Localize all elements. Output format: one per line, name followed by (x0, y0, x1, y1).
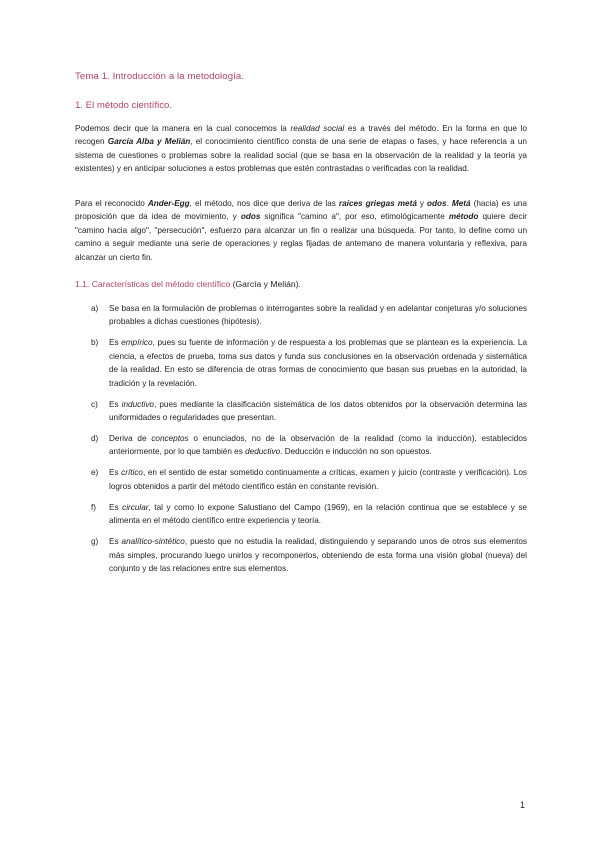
list-marker: f) (91, 502, 97, 512)
emphasis: Metá (451, 199, 471, 208)
emphasis: método (448, 212, 479, 222)
emphasis: circular (122, 502, 149, 512)
page-number: 1 (520, 800, 526, 810)
list-marker: e) (91, 468, 99, 478)
paragraph-method-intro: Podemos decir que la manera en la cual conocemos la realidad social es a través del método. En la forma en que lo recogen García Alba y Melián, el conocimiento científico consta de una serie de etapas o fases, y hace referencia a un sistema de cuestiones o problemas sobre la realidad social (que se basa en la observación de la realidad y la teoría ya existentes) y en anticipar soluciones a estos problemas que estén contrastadas o verificadas con la realidad. (75, 124, 528, 174)
list-item: a) Se basa en la formulación de problemas o interrogantes sobre la realidad y en adelantar conjeturas y/o soluciones probables a dichas cuestiones (hipótesis). (91, 304, 527, 327)
list-marker: b) (91, 338, 99, 348)
list-marker: d) (91, 434, 99, 444)
list-item: f) Es circular, tal y como lo expone Salustiano del Campo (1969), en la relación continua que se establece y se alimenta en el método científico entre experiencia y teoría. (91, 502, 527, 526)
emphasis: empírico (121, 338, 153, 348)
list-item: d) Deriva de conceptos o enunciados, no de la observación de la realidad (como la inducción), establecidos anteriormente, por lo que también es deductivo. Deducción e inducción no son opuestos. (91, 434, 527, 457)
subsection-heading: 1.1. Características del método científico (García y Melián). (75, 279, 301, 289)
list-item: b) Es empírico, pues su fuente de información y de respuesta a los problemas que se plantean es la experiencia. La ciencia, a efectos de prueba, toma sus datos y funda sus conclusiones en la observación ordenada y sistemática de la realidad. En esto se diferencia de otras formas de conocimiento que basan sus pruebas en la autoridad, la tradición y la revelación. (91, 338, 527, 388)
emphasis: García Alba y Melián (107, 137, 191, 147)
list-marker: c) (91, 399, 98, 409)
characteristics-list (75, 302, 527, 575)
list-marker: g) (91, 537, 99, 547)
list-item: c) Es inductivo, pues mediante la clasificación sistemática de los datos obtenidos por la observación determina las uniformidades o regularidades que presentan. (91, 399, 527, 423)
emphasis: analítico-sintético (121, 537, 185, 547)
list-item: g) Es analítico-sintético, puesto que no estudia la realidad, distinguiendo y separando unos de otros sus elementos más simples, procurando luego unirlos y recomponerlos, obteniendo de esta forma una visión global (nueva) del conjunto y de las relaciones entre sus elementos. (91, 537, 527, 574)
document-title: Tema 1. Introducción a la metodología. (75, 71, 245, 82)
emphasis: odos (427, 199, 447, 208)
emphasis: odos (240, 212, 261, 222)
list-item: e) Es crítico, en el sentido de estar sometido continuamente a críticas, examen y juicio (contraste y verificación). Los logros obtenidos a partir del método científico están en constante revisión. (91, 468, 527, 491)
emphasis: Ander-Egg (147, 199, 190, 208)
emphasis: deductivo (245, 447, 281, 457)
emphasis: crítico (121, 468, 143, 478)
emphasis: realidad social (290, 124, 345, 133)
emphasis: conceptos (151, 434, 189, 444)
list-marker: a) (91, 304, 99, 313)
paragraph-ander-egg: Para el reconocido Ander-Egg, el método, nos dice que deriva de las raíces griegas metá y odos. Metá (hacia) es una proposición que da idea de movimiento, y odos significa "camino a", por eso, etimológicamente método quiere decir "camino hacia algo", "persecución", esfuerzo para alcanzar un fin o realizar una búsqueda. Por tanto, lo define como un camino a seguir mediante una serie de operaciones y reglas fijadas de antemano de manera voluntaria y reflexiva, para alcanzar un cierto fin. (75, 199, 527, 262)
section-heading: 1. El método científico. (75, 100, 173, 111)
emphasis: inductivo (121, 399, 154, 409)
emphasis: raíces griegas metá (338, 199, 417, 208)
